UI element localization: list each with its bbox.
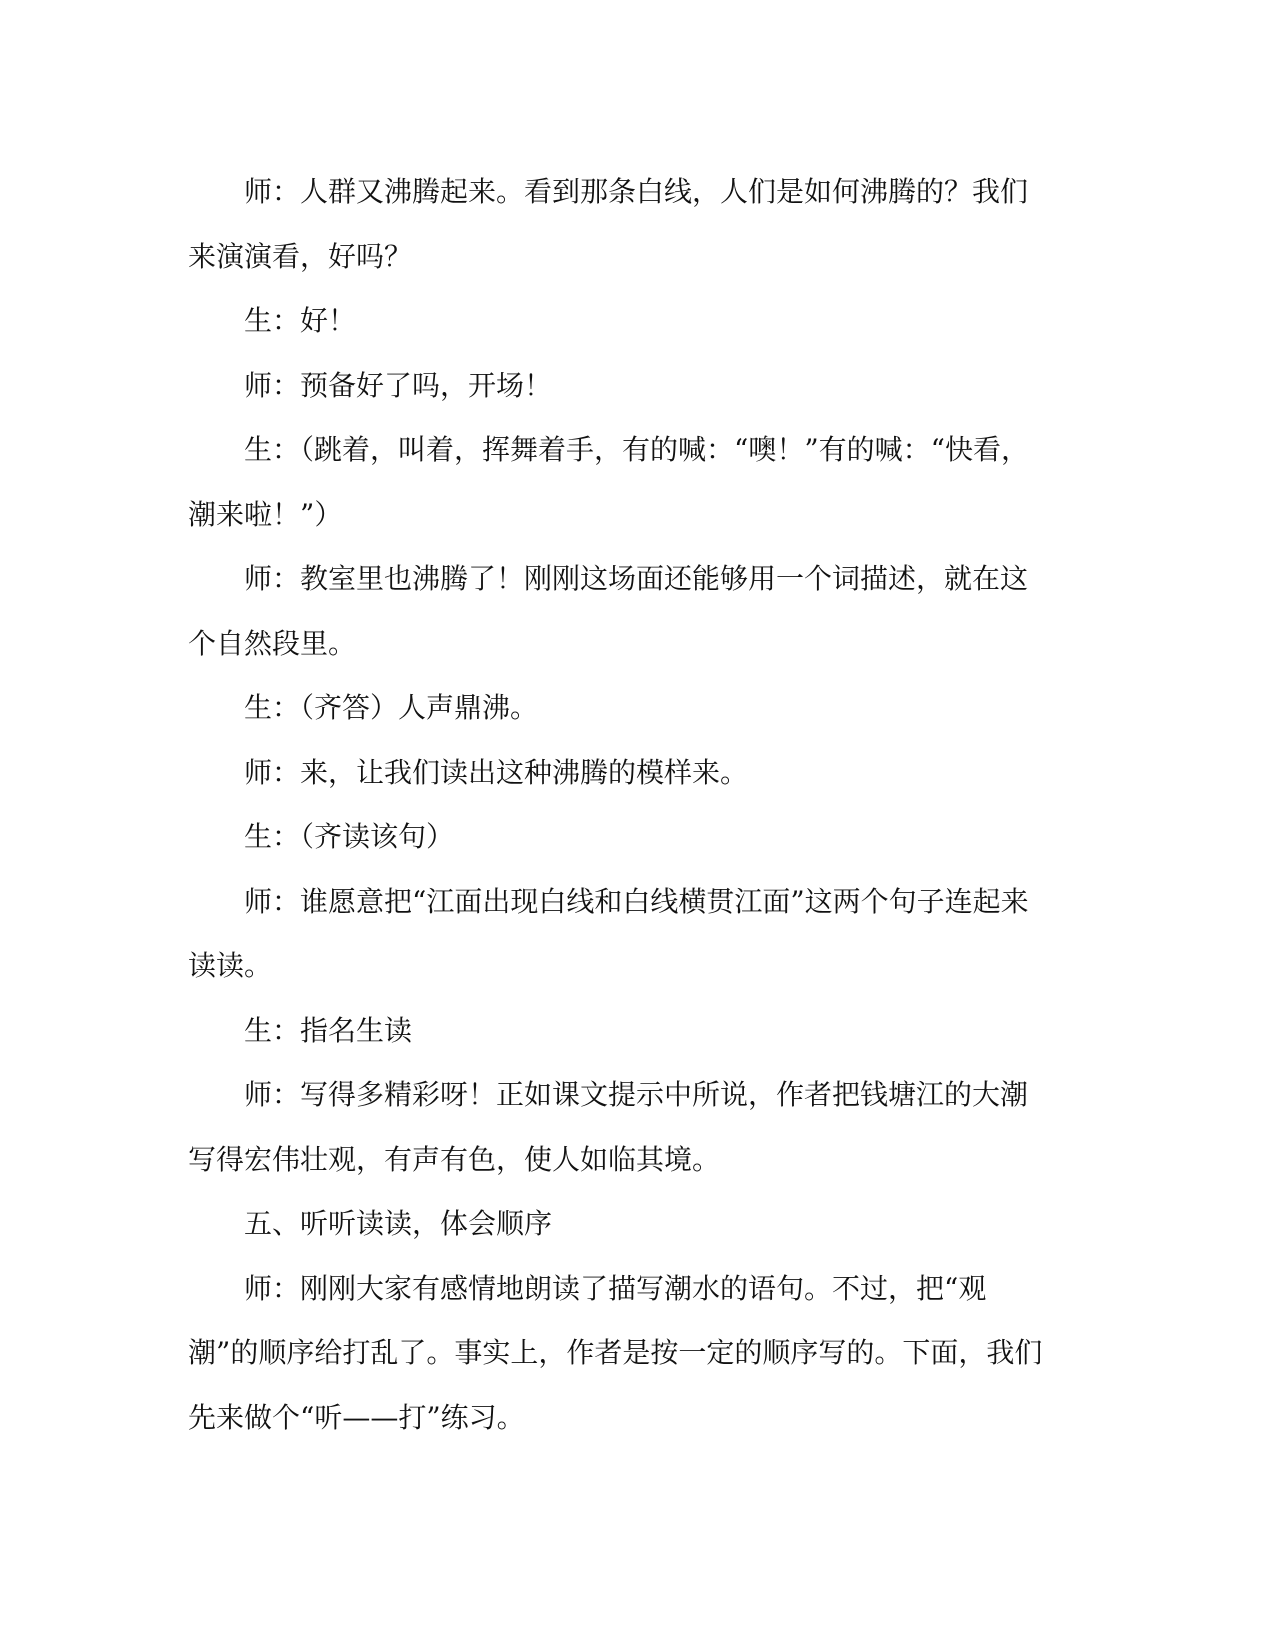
section-heading: 五、听听读读，体会顺序	[244, 1207, 553, 1240]
paragraph-student-2: 生：（跳着，叫着，挥舞着手，有的喊：“噢！”有的喊：“快看，潮来啦！”）	[188, 433, 1029, 531]
paragraph-teacher-3: 师：教室里也沸腾了！刚刚这场面还能够用一个词描述，就在这个自然段里。	[188, 562, 1029, 660]
paragraph-teacher-7: 师：刚刚大家有感情地朗读了描写潮水的语句。不过，把“观潮”的顺序给打乱了。事实上，作者是按一定的顺序写的。下面，我们先来做个“听——打”练习。	[188, 1271, 1043, 1434]
paragraph-student-3: 生：（齐答）人声鼎沸。	[244, 691, 539, 724]
paragraph-student-4: 生：（齐读该句）	[244, 820, 455, 853]
paragraph-teacher-2: 师：预备好了吗，开场！	[244, 368, 553, 402]
paragraph-student-1: 生：好！	[244, 304, 357, 337]
paragraph-student-5: 生：指名生读	[244, 1013, 413, 1047]
paragraph-teacher-4: 师：来，让我们读出这种沸腾的模样来。	[244, 755, 749, 789]
paragraph-teacher-1: 师：人群又沸腾起来。看到那条白线，人们是如何沸腾的？我们来演演看，好吗？	[188, 175, 1029, 273]
paragraph-teacher-5: 师：谁愿意把“江面出现白线和白线横贯江面”这两个句子连起来读读。	[188, 884, 1029, 982]
paragraph-teacher-6: 师：写得多精彩呀！正如课文提示中所说，作者把钱塘江的大潮写得宏伟壮观，有声有色，使人如临其境。	[188, 1078, 1029, 1176]
document-body	[188, 160, 1048, 1450]
